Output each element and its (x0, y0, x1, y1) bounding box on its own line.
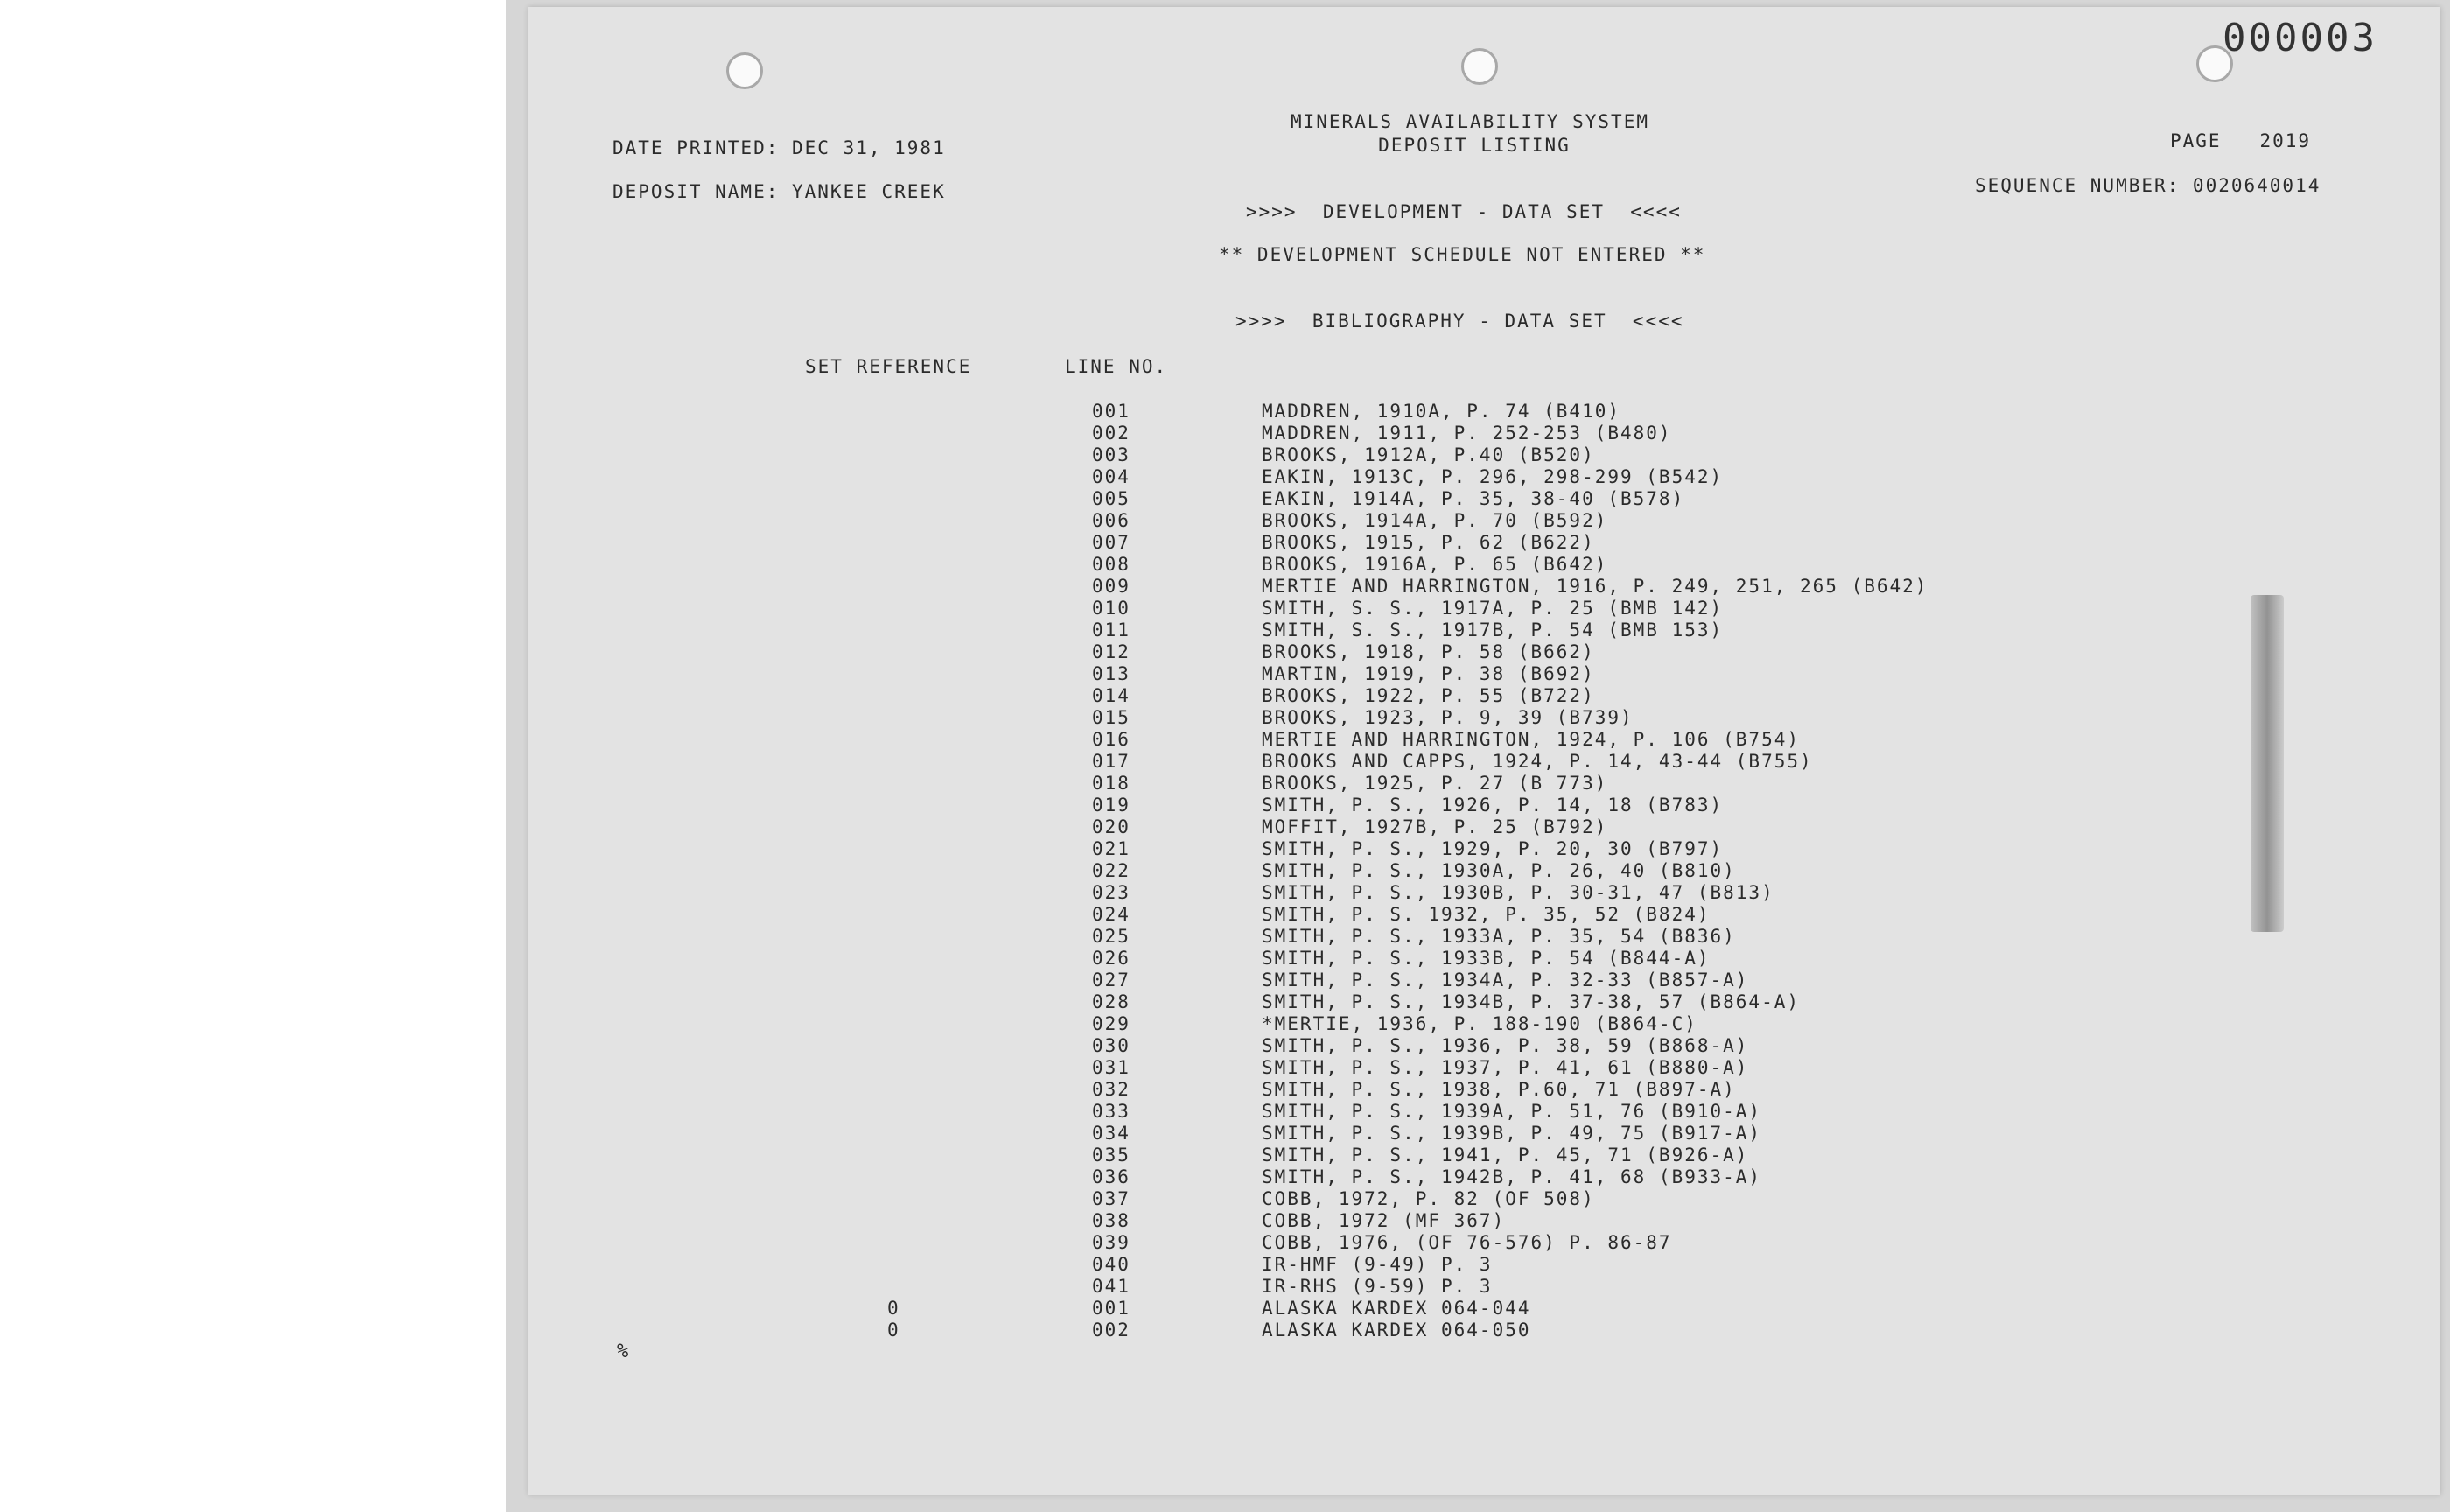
line-number-cell: 039 (1092, 1232, 1130, 1253)
line-number-cell: 023 (1092, 882, 1130, 903)
reference-text-cell: MARTIN, 1919, P. 38 (B692) (1262, 663, 1595, 684)
line-number-cell: 021 (1092, 838, 1130, 859)
bibliography-row (0, 510, 2450, 532)
reference-text-cell: SMITH, P. S., 1938, P.60, 71 (B897-A) (1262, 1079, 1736, 1100)
bibliography-row (0, 816, 2450, 838)
set-reference-cell: 0 (887, 1298, 900, 1319)
reference-text-cell: BROOKS, 1922, P. 55 (B722) (1262, 685, 1595, 706)
bibliography-row (0, 838, 2450, 860)
reference-text-cell: COBB, 1976, (OF 76-576) P. 86-87 (1262, 1232, 1672, 1253)
bibliography-row (0, 1276, 2450, 1298)
bibliography-row (0, 488, 2450, 510)
line-number-cell: 013 (1092, 663, 1130, 684)
line-number-cell: 004 (1092, 466, 1130, 487)
system-title: MINERALS AVAILABILITY SYSTEM (1290, 111, 1649, 132)
bibliography-row (0, 466, 2450, 488)
reference-text-cell: MADDREN, 1911, P. 252-253 (B480) (1262, 423, 1672, 444)
reference-text-cell: ALASKA KARDEX 064-050 (1262, 1320, 1531, 1340)
sequence-number: SEQUENCE NUMBER: 0020640014 (1975, 175, 2321, 196)
bibliography-title: >>>> BIBLIOGRAPHY - DATA SET <<<< (1236, 311, 1684, 332)
reference-text-cell: SMITH, P. S., 1933A, P. 35, 54 (B836) (1262, 926, 1736, 947)
reference-text-cell: BROOKS, 1912A, P.40 (B520) (1262, 444, 1595, 466)
bibliography-row (0, 751, 2450, 773)
reference-text-cell: SMITH, P. S., 1933B, P. 54 (B844-A) (1262, 948, 1711, 969)
deposit-name: DEPOSIT NAME: YANKEE CREEK (612, 181, 946, 202)
line-number-cell: 041 (1092, 1276, 1130, 1297)
reference-text-cell: BROOKS, 1916A, P. 65 (B642) (1262, 554, 1608, 575)
reference-text-cell: MOFFIT, 1927B, P. 25 (B792) (1262, 816, 1608, 837)
page-number: PAGE 2019 (2170, 130, 2312, 151)
reference-text-cell: MERTIE AND HARRINGTON, 1916, P. 249, 251, 265 (B642) (1262, 576, 1928, 597)
bibliography-row (0, 444, 2450, 466)
reference-text-cell: SMITH, P. S., 1936, P. 38, 59 (B868-A) (1262, 1035, 1749, 1056)
bibliography-row (0, 773, 2450, 794)
reference-text-cell: BROOKS, 1918, P. 58 (B662) (1262, 641, 1595, 662)
line-number-cell: 025 (1092, 926, 1130, 947)
line-number-cell: 002 (1092, 1320, 1130, 1340)
line-number-cell: 033 (1092, 1101, 1130, 1122)
line-number-cell: 016 (1092, 729, 1130, 750)
bibliography-row (0, 554, 2450, 576)
reference-text-cell: SMITH, P. S., 1934A, P. 32-33 (B857-A) (1262, 970, 1749, 990)
line-number-cell: 015 (1092, 707, 1130, 728)
page-stamp-number: 000003 (2222, 16, 2377, 60)
reference-text-cell: BROOKS, 1925, P. 27 (B 773) (1262, 773, 1608, 794)
bibliography-row (0, 1254, 2450, 1276)
punch-hole-left (726, 52, 763, 89)
line-number-cell: 022 (1092, 860, 1130, 881)
bibliography-row (0, 1320, 2450, 1341)
bibliography-row (0, 1232, 2450, 1254)
line-number-cell: 038 (1092, 1210, 1130, 1231)
line-number-cell: 040 (1092, 1254, 1130, 1275)
bibliography-row (0, 1101, 2450, 1123)
bibliography-row (0, 401, 2450, 423)
reference-text-cell: SMITH, P. S., 1930B, P. 30-31, 47 (B813) (1262, 882, 1774, 903)
reference-text-cell: SMITH, P. S., 1941, P. 45, 71 (B926-A) (1262, 1144, 1749, 1166)
reference-text-cell: SMITH, P. S., 1934B, P. 37-38, 57 (B864-A) (1262, 991, 1801, 1012)
punch-hole-center (1461, 48, 1498, 85)
bibliography-row (0, 423, 2450, 444)
reference-text-cell: SMITH, S. S., 1917B, P. 54 (BMB 153) (1262, 620, 1724, 640)
reference-text-cell: COBB, 1972 (MF 367) (1262, 1210, 1506, 1231)
bibliography-row (0, 707, 2450, 729)
line-number-cell: 001 (1092, 401, 1130, 422)
set-reference-cell: 0 (887, 1320, 900, 1340)
reference-text-cell: MADDREN, 1910A, P. 74 (B410) (1262, 401, 1621, 422)
line-number-cell: 026 (1092, 948, 1130, 969)
line-number-cell: 014 (1092, 685, 1130, 706)
bibliography-row (0, 948, 2450, 970)
bibliography-row (0, 1057, 2450, 1079)
line-number-cell: 032 (1092, 1079, 1130, 1100)
reference-text-cell: BROOKS, 1915, P. 62 (B622) (1262, 532, 1595, 553)
line-number-cell: 028 (1092, 991, 1130, 1012)
reference-text-cell: SMITH, P. S., 1929, P. 20, 30 (B797) (1262, 838, 1724, 859)
line-number-cell: 010 (1092, 598, 1130, 619)
line-number-cell: 036 (1092, 1166, 1130, 1187)
bibliography-row (0, 598, 2450, 620)
bibliography-row (0, 882, 2450, 904)
line-number-cell: 003 (1092, 444, 1130, 466)
bibliography-row (0, 1188, 2450, 1210)
line-number-cell: 011 (1092, 620, 1130, 640)
bibliography-row (0, 729, 2450, 751)
bibliography-row (0, 926, 2450, 948)
reference-text-cell: SMITH, P. S. 1932, P. 35, 52 (B824) (1262, 904, 1711, 925)
line-number-cell: 012 (1092, 641, 1130, 662)
line-number-cell: 019 (1092, 794, 1130, 816)
line-number-cell: 002 (1092, 423, 1130, 444)
line-number-cell: 009 (1092, 576, 1130, 597)
bibliography-row (0, 663, 2450, 685)
bibliography-row (0, 620, 2450, 641)
line-number-cell: 001 (1092, 1298, 1130, 1319)
bibliography-row (0, 794, 2450, 816)
footer-percent-mark: % (617, 1340, 631, 1362)
reference-text-cell: SMITH, P. S., 1942B, P. 41, 68 (B933-A) (1262, 1166, 1762, 1187)
reference-text-cell: COBB, 1972, P. 82 (OF 508) (1262, 1188, 1595, 1209)
bibliography-row (0, 576, 2450, 598)
bibliography-row (0, 685, 2450, 707)
bibliography-row (0, 1144, 2450, 1166)
bibliography-row (0, 904, 2450, 926)
line-number-cell: 031 (1092, 1057, 1130, 1078)
reference-text-cell: *MERTIE, 1936, P. 188-190 (B864-C) (1262, 1013, 1698, 1034)
bibliography-row (0, 860, 2450, 882)
line-number-cell: 005 (1092, 488, 1130, 509)
line-number-cell: 007 (1092, 532, 1130, 553)
bibliography-row (0, 1166, 2450, 1188)
bibliography-row (0, 1079, 2450, 1101)
line-number-cell: 018 (1092, 773, 1130, 794)
reference-text-cell: SMITH, P. S., 1939A, P. 51, 76 (B910-A) (1262, 1101, 1762, 1122)
date-printed: DATE PRINTED: DEC 31, 1981 (612, 137, 946, 158)
reference-text-cell: SMITH, S. S., 1917A, P. 25 (BMB 142) (1262, 598, 1724, 619)
line-number-cell: 008 (1092, 554, 1130, 575)
reference-text-cell: IR-HMF (9-49) P. 3 (1262, 1254, 1493, 1275)
line-number-cell: 034 (1092, 1123, 1130, 1144)
line-number-cell: 035 (1092, 1144, 1130, 1166)
listing-title: DEPOSIT LISTING (1378, 135, 1571, 156)
reference-text-cell: SMITH, P. S., 1930A, P. 26, 40 (B810) (1262, 860, 1736, 881)
reference-text-cell: IR-RHS (9-59) P. 3 (1262, 1276, 1493, 1297)
line-number-cell: 017 (1092, 751, 1130, 772)
bibliography-row (0, 991, 2450, 1013)
line-number-cell: 006 (1092, 510, 1130, 531)
bibliography-row (0, 1210, 2450, 1232)
bibliography-row (0, 532, 2450, 554)
line-number-cell: 037 (1092, 1188, 1130, 1209)
reference-text-cell: ALASKA KARDEX 064-044 (1262, 1298, 1531, 1319)
reference-text-cell: MERTIE AND HARRINGTON, 1924, P. 106 (B754) (1262, 729, 1801, 750)
reference-text-cell: BROOKS AND CAPPS, 1924, P. 14, 43-44 (B755) (1262, 751, 1813, 772)
development-note: ** DEVELOPMENT SCHEDULE NOT ENTERED ** (1219, 244, 1706, 265)
reference-text-cell: SMITH, P. S., 1937, P. 41, 61 (B880-A) (1262, 1057, 1749, 1078)
bibliography-row (0, 1035, 2450, 1057)
line-number-cell: 029 (1092, 1013, 1130, 1034)
set-reference-header: SET REFERENCE (805, 356, 972, 377)
reference-text-cell: EAKIN, 1914A, P. 35, 38-40 (B578) (1262, 488, 1685, 509)
reference-text-cell: BROOKS, 1923, P. 9, 39 (B739) (1262, 707, 1634, 728)
reference-text-cell: BROOKS, 1914A, P. 70 (B592) (1262, 510, 1608, 531)
reference-text-cell: SMITH, P. S., 1939B, P. 49, 75 (B917-A) (1262, 1123, 1762, 1144)
line-number-cell: 030 (1092, 1035, 1130, 1056)
bibliography-row (0, 1298, 2450, 1320)
bibliography-row (0, 1013, 2450, 1035)
reference-text-cell: SMITH, P. S., 1926, P. 14, 18 (B783) (1262, 794, 1724, 816)
bibliography-row (0, 1123, 2450, 1144)
line-number-cell: 020 (1092, 816, 1130, 837)
line-number-cell: 024 (1092, 904, 1130, 925)
reference-text-cell: EAKIN, 1913C, P. 296, 298-299 (B542) (1262, 466, 1724, 487)
bibliography-row (0, 970, 2450, 991)
bibliography-row (0, 641, 2450, 663)
development-title: >>>> DEVELOPMENT - DATA SET <<<< (1246, 201, 1682, 222)
line-no-header: LINE NO. (1065, 356, 1168, 377)
line-number-cell: 027 (1092, 970, 1130, 990)
